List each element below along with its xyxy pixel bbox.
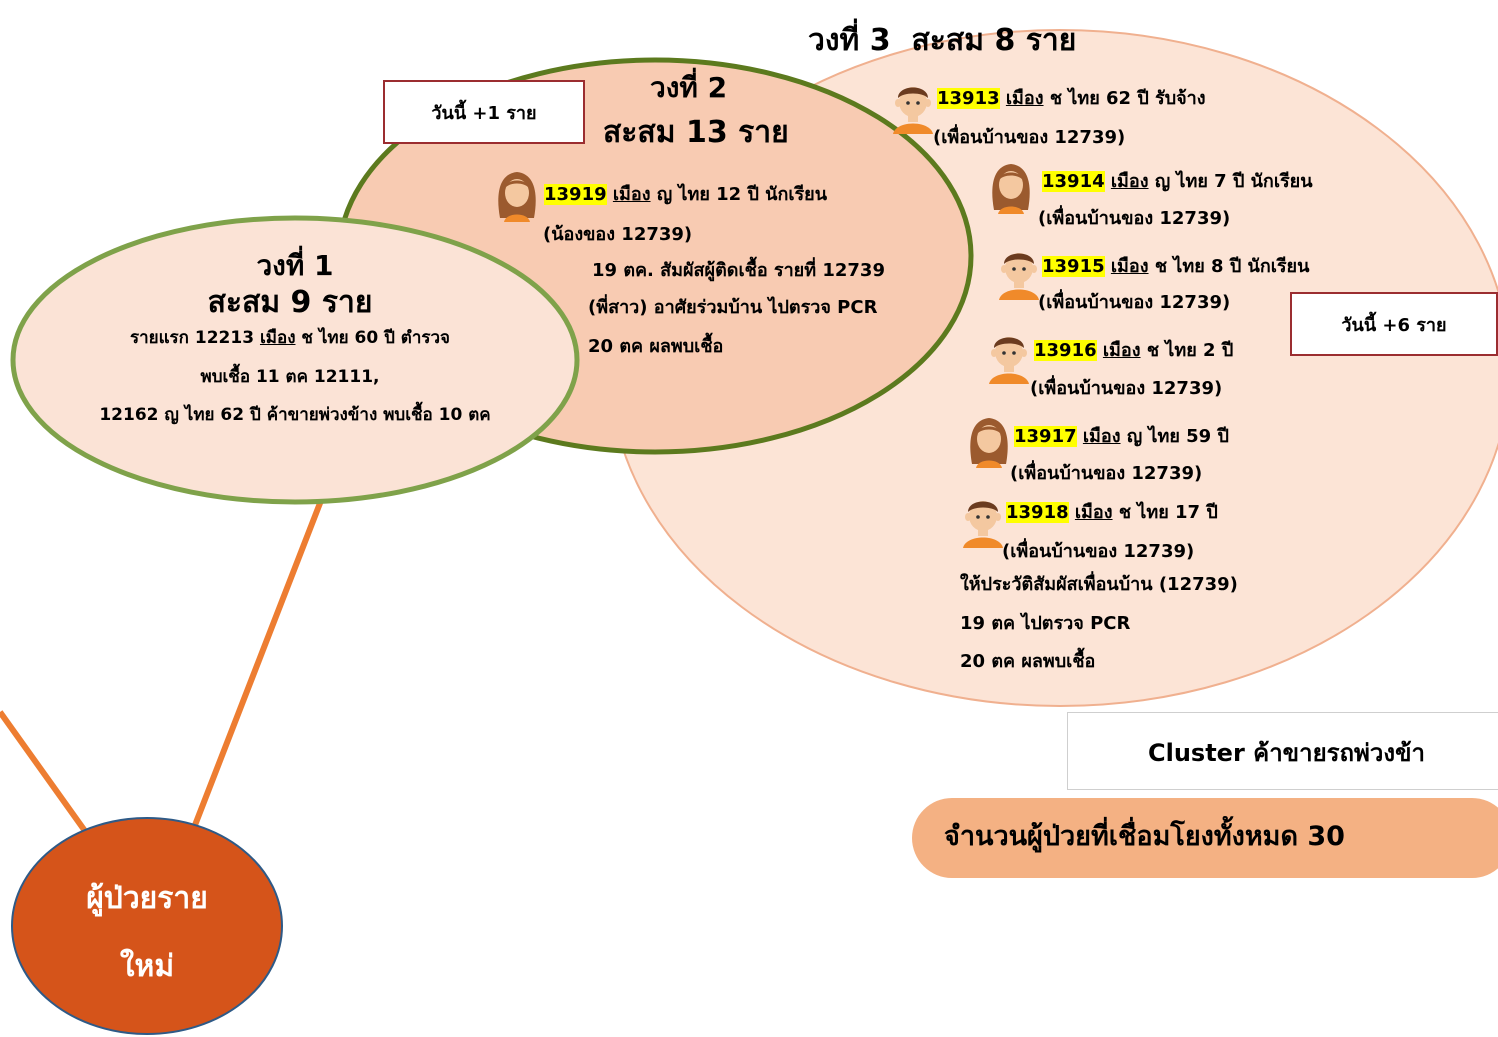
ring2-note: 19 ตค. สัมผัสผู้ติดเชื้อ รายที่ 12739: [592, 260, 885, 281]
case-id: 13915: [1042, 256, 1105, 277]
case-id: 13919: [544, 184, 607, 205]
case-district: เมือง: [612, 184, 651, 205]
case-detail: ช ไทย 62 ปี รับจ้าง: [1049, 88, 1206, 109]
ring3-case-relation: (เพื่อนบ้านของ 12739): [1010, 463, 1203, 484]
ring1-heading-num: วงที่ 1: [256, 249, 334, 282]
case-detail: ช ไทย 17 ปี: [1118, 502, 1218, 523]
case-district: เมือง: [1110, 256, 1149, 277]
case-detail: ช ไทย 2 ปี: [1146, 340, 1234, 361]
total-patients-pill: [912, 798, 1498, 878]
boy-icon: [888, 78, 938, 138]
ring2-heading-num: วงที่ 2: [650, 71, 728, 104]
case-district: เมือง: [1074, 502, 1113, 523]
ring1-line: รายแรก 12213 เมือง ช ไทย 60 ปี ตำรวจ: [129, 328, 451, 348]
new-patient-line: ผู้ป่วยราย: [86, 881, 208, 916]
ring2-note: (พี่สาว) อาศัยร่วมบ้าน ไปตรวจ PCR: [588, 297, 878, 318]
ring2-case-line: [544, 184, 827, 206]
ring3-case-line: [1014, 426, 1229, 448]
ring3-case-relation: (เพื่อนบ้านของ 12739): [1002, 541, 1195, 562]
case-detail: ช ไทย 8 ปี นักเรียน: [1154, 256, 1310, 277]
ring2-case-relation: (น้องของ 12739): [543, 224, 693, 245]
case-detail: ญ ไทย 12 ปี นักเรียน: [656, 184, 828, 205]
ring3-case-line: [1042, 256, 1309, 278]
ring3-case-line: [1034, 340, 1233, 362]
ring1-heading-total: สะสม 9 ราย: [207, 285, 373, 320]
case-district: เมือง: [1110, 171, 1149, 192]
case-detail: ญ ไทย 59 ปี: [1126, 426, 1229, 447]
ring3-note: 19 ตค ไปตรวจ PCR: [960, 613, 1131, 634]
ring1-line: 12162 ญ ไทย 62 ปี ค้าขายพ่วงข้าง พบเชื้อ 10 ตค: [99, 405, 491, 425]
ring3-today-badge: วันนี้ +6 ราย: [1290, 292, 1498, 356]
case-id: 13917: [1014, 426, 1077, 447]
ring3-heading-num: วงที่ 3: [808, 23, 891, 58]
case-id: 13913: [937, 88, 1000, 109]
girl-icon: [966, 412, 1012, 472]
connector-line: [190, 498, 322, 838]
ring3-case-relation: (เพื่อนบ้านของ 12739): [1038, 208, 1231, 229]
case-id: 13916: [1034, 340, 1097, 361]
total-patients-label: จำนวนผู้ป่วยที่เชื่อมโยงทั้งหมด 30: [944, 821, 1345, 852]
ring3-heading: [808, 22, 1076, 60]
cluster-label-box: [1067, 712, 1498, 790]
cluster-label: Cluster ค้าขายรถพ่วงข้า: [1148, 739, 1425, 767]
ring2-today-badge: วันนี้ +1 ราย: [383, 80, 585, 144]
boy-icon: [984, 328, 1034, 388]
ring3-case-line: [1042, 171, 1313, 193]
boy-icon: [958, 492, 1008, 552]
new-patient-circle: [12, 818, 282, 1034]
girl-icon: [494, 166, 540, 222]
case-id: 13914: [1042, 171, 1105, 192]
ring3-note: ให้ประวัติสัมผัสเพื่อนบ้าน (12739): [960, 574, 1238, 595]
ring1-line: พบเชื้อ 11 ตค 12111,: [200, 367, 380, 387]
ring3-case-relation: (เพื่อนบ้านของ 12739): [933, 127, 1126, 148]
ring3-heading-total: สะสม 8 ราย: [911, 23, 1077, 58]
case-district: เมือง: [1082, 426, 1121, 447]
case-id: 13918: [1006, 502, 1069, 523]
new-patient-line: ใหม่: [119, 949, 175, 984]
ring3-case-line: [937, 88, 1206, 110]
ring2-heading-total: สะสม 13 ราย: [603, 115, 789, 150]
case-detail: ญ ไทย 7 ปี นักเรียน: [1154, 171, 1313, 192]
ring3-case-line: [1006, 502, 1218, 524]
ring3-case-relation: (เพื่อนบ้านของ 12739): [1030, 378, 1223, 399]
girl-icon: [988, 158, 1034, 218]
ring2-note: 20 ตค ผลพบเชื้อ: [588, 336, 724, 357]
connector-line: [0, 712, 95, 845]
case-district: เมือง: [1102, 340, 1141, 361]
case-district: เมือง: [1005, 88, 1044, 109]
ring3-case-relation: (เพื่อนบ้านของ 12739): [1038, 292, 1231, 313]
boy-icon: [994, 244, 1044, 304]
ring3-note: 20 ตค ผลพบเชื้อ: [960, 651, 1096, 672]
